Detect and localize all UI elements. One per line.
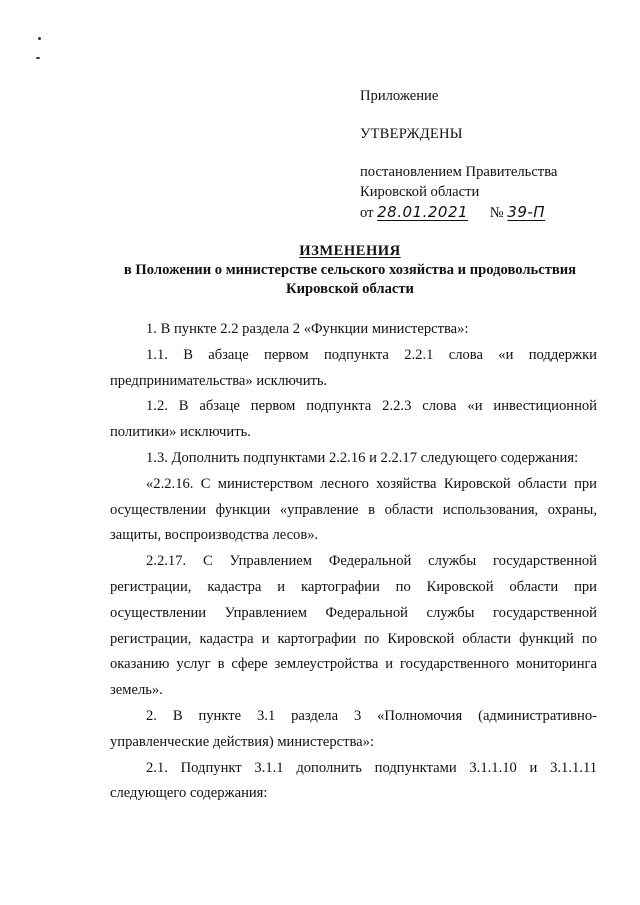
approval-block [360,86,620,223]
scan-speck [38,37,41,40]
approved-label: УТВЕРЖДЕНЫ [360,126,463,142]
decree-date-number [360,202,620,223]
document-heading [110,242,590,299]
paragraph-1-2: 1.2. В абзаце первом подпункта 2.2.3 слова «и инвестиционной политики» исключить. [110,398,597,441]
scan-speck [36,57,40,59]
paragraph-2-2-17: 2.2.17. С Управлением Федеральной службы государственной регистрации, кадастра и картографии по Кировской области при осуществлении Управлением Федеральной службы государственной регистрации, кадастра и картографии по Кировской области функций по оказанию услуг в сфере землеустройства и государственного мониторинга земель». [110,553,597,699]
paragraph-1-3: 1.3. Дополнить подпунктами 2.2.16 и 2.2.17 следующего содержания: [146,449,579,466]
handwritten-number: 39-П [507,203,546,221]
date-prefix: от [360,205,374,221]
document-subtitle-line-2: Кировской области [286,281,414,297]
handwritten-date: 28.01.2021 [377,203,469,221]
paragraph-2-2-16: «2.2.16. С министерством лесного хозяйства Кировской области при осуществлении функции «управление в области использования, охраны, защиты, воспроизводства лесов». [110,475,597,544]
document-title: ИЗМЕНЕНИЯ [299,243,401,259]
paragraph-1: 1. В пункте 2.2 раздела 2 «Функции министерства»: [146,321,469,337]
document-subtitle-line-1: в Положении о министерстве сельского хозяйства и продовольствия [123,262,577,278]
decree-line-1: постановлением Правительства [360,164,558,180]
paragraph-2-1: 2.1. Подпункт 3.1.1 дополнить подпунктами 3.1.1.10 и 3.1.1.11 следующего содержания: [110,759,597,802]
decree-line-2: Кировской области [360,184,480,200]
paragraph-2: 2. В пункте 3.1 раздела 3 «Полномочия (административно-управленческие действия) министерства»: [110,707,597,750]
number-prefix: № [489,205,504,221]
document-body [110,317,597,807]
paragraph-1-1: 1.1. В абзаце первом подпункта 2.2.1 слова «и поддержки предпринимательства» исключить. [110,346,597,389]
appendix-label: Приложение [360,88,439,104]
